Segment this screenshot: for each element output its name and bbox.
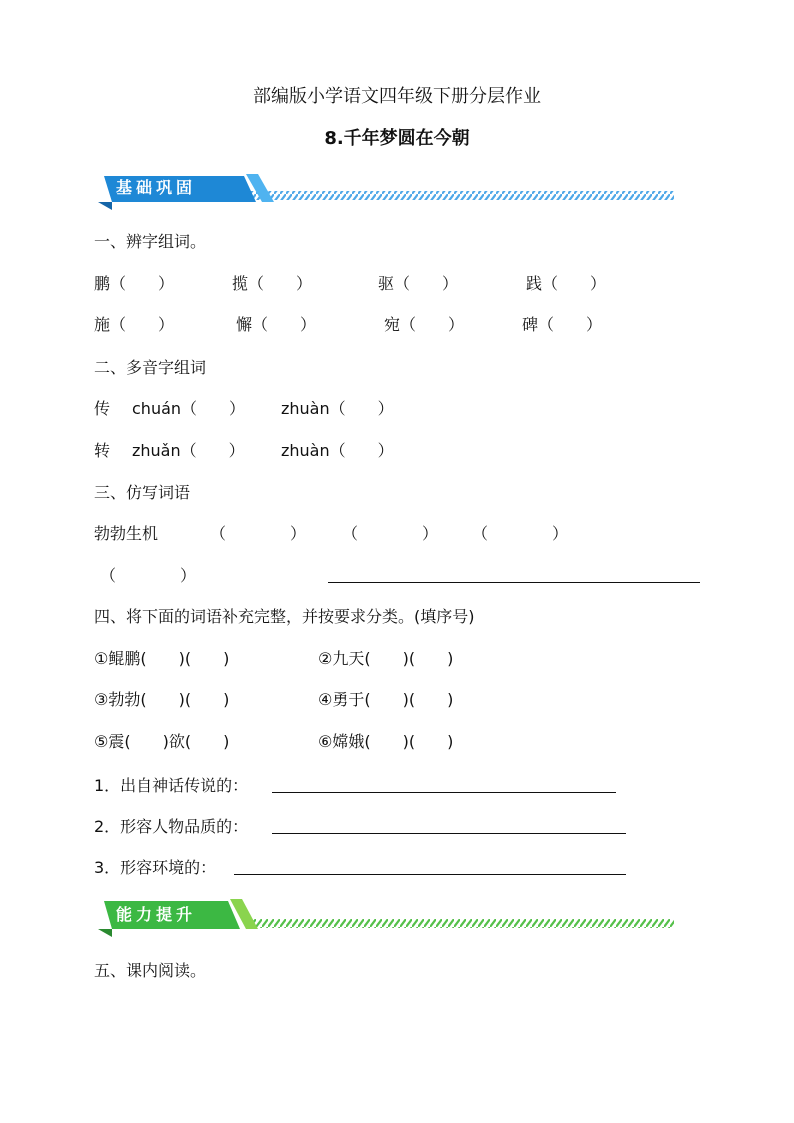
q3-blank: （ ） [342,524,439,543]
q1-heading: 一、辨字组词。 [94,232,207,251]
q4-item: ①鲲鹏( )( ) [94,649,230,668]
q4-subquestion: 2．形容人物品质的： [94,817,249,836]
q2-pinyin-blank: zhuàn（ ） [281,441,394,460]
q1-item: 碑（ ） [522,315,603,334]
q3-heading: 三、仿写词语 [94,483,191,502]
q2-char: 传 [94,399,111,418]
section-banner-basic [94,170,684,214]
answer-line [272,833,626,834]
q4-item: ③勃勃( )( ) [94,690,230,709]
q1-item: 揽（ ） [232,274,313,293]
q2-pinyin-blank: chuán（ ） [132,399,246,418]
q4-item: ⑤震( )欲( ) [94,732,230,751]
answer-line [328,582,700,583]
section-banner-advanced [94,895,684,939]
q4-item: ④勇于( )( ) [318,690,454,709]
section-heading-advanced: 能力提升 [116,905,197,924]
q5-heading: 五、课内阅读。 [94,961,207,980]
q3-blank: （ ） [472,524,569,543]
section-heading-basic: 基础巩固 [116,178,197,197]
q3-blank: （ ） [100,566,197,585]
q4-item: ⑥嫦娥( )( ) [318,732,454,751]
q1-item: 宛（ ） [384,315,465,334]
q1-item: 鹏（ ） [94,274,175,293]
q1-item: 懈（ ） [236,315,317,334]
q4-subquestion: 1．出自神话传说的： [94,776,249,795]
answer-line [234,874,626,875]
q2-char: 转 [94,441,111,460]
lesson-title: 8.千年梦圆在今朝 [324,128,470,149]
q4-item: ②九天( )( ) [318,649,454,668]
q1-item: 践（ ） [526,274,607,293]
q3-example: 勃勃生机 [94,524,159,543]
q2-pinyin-blank: zhuàn（ ） [281,399,394,418]
answer-line [272,792,616,793]
document-title: 部编版小学语文四年级下册分层作业 [253,86,541,107]
q4-heading: 四、将下面的词语补充完整，并按要求分类。(填序号) [94,607,475,626]
q2-pinyin-blank: zhuǎn（ ） [132,441,245,460]
q1-item: 施（ ） [94,315,175,334]
q2-heading: 二、多音字组词 [94,358,207,377]
q4-subquestion: 3．形容环境的： [94,858,217,877]
q1-item: 驱（ ） [378,274,459,293]
q3-blank: （ ） [210,524,307,543]
